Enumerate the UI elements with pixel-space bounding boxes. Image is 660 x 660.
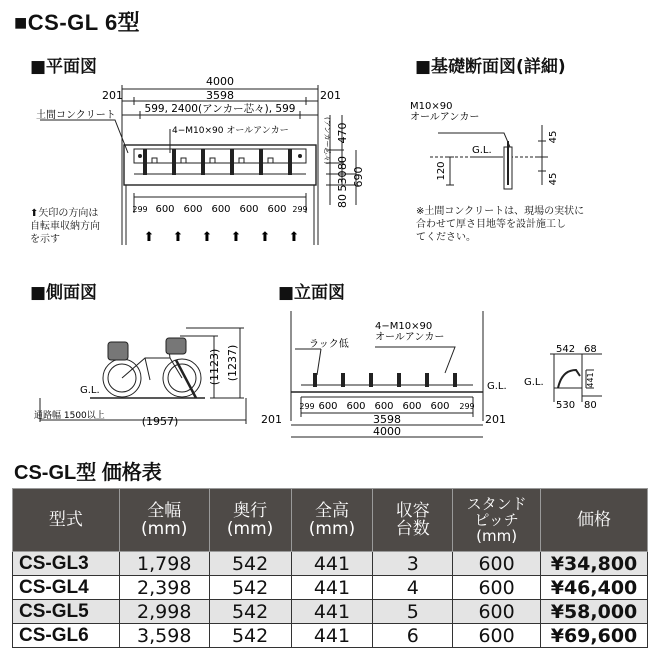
table-cell: ¥46,400: [541, 576, 648, 600]
plan-pitch-label: 600: [267, 204, 287, 215]
elevation-pitch-label: 600: [318, 401, 338, 412]
small-side-530: 530: [556, 400, 576, 411]
elevation-inner-width: 3598: [373, 413, 401, 426]
elevation-pitch-label: 600: [430, 401, 450, 412]
plan-pitch-label: 299: [132, 205, 148, 214]
arrow-up-icon: ⬆: [143, 230, 155, 245]
plan-heading: ■平面図: [30, 57, 98, 77]
table-cell: 600: [453, 552, 541, 576]
small-side-68: 68: [584, 344, 597, 355]
table-row: [13, 624, 648, 648]
rack-low-label: ラック低: [309, 339, 349, 350]
elevation-pitch-label: 600: [374, 401, 394, 412]
table-cell: 5: [373, 600, 453, 624]
concrete-label: 土間コンクリート: [36, 110, 116, 121]
table-cell: 441: [291, 576, 373, 600]
arrow-up-icon: ⬆: [259, 230, 271, 245]
table-cell: CS-GL3: [13, 552, 120, 576]
side-view-heading: ■側面図: [30, 283, 98, 303]
side-length: (1957): [141, 415, 179, 428]
column-header: 価格: [541, 489, 648, 552]
column-header: 奥行 (mm): [209, 489, 291, 552]
side-gl: G.L.: [80, 385, 100, 396]
table-row: [13, 552, 648, 576]
table-row: [13, 576, 648, 600]
price-table-title: CS-GL型 価格表: [14, 462, 162, 484]
table-cell: 6: [373, 624, 453, 648]
foundation-drawing: [410, 95, 610, 205]
table-cell: 3,598: [119, 624, 209, 648]
column-header: 全幅 (mm): [119, 489, 209, 552]
dim-45a: 45: [548, 130, 559, 144]
elevation-heading: ■立面図: [278, 283, 346, 303]
dim-470: 470: [336, 122, 349, 144]
table-cell: 441: [291, 600, 373, 624]
small-side-441: 441: [586, 372, 595, 388]
elevation-pitch-label: 600: [402, 401, 422, 412]
price-table-header-row: [13, 489, 648, 552]
table-cell: ¥58,000: [541, 600, 648, 624]
side-view-drawing: [0, 320, 260, 435]
plan-anchor-span: 599, 2400(アンカー芯々), 599: [144, 103, 296, 115]
foundation-heading: ■基礎断面図(詳細): [415, 57, 566, 77]
column-header: 収容 台数: [373, 489, 453, 552]
elevation-gl: G.L.: [487, 381, 507, 392]
table-row: [13, 600, 648, 624]
plan-pitch-label: 600: [211, 204, 231, 215]
table-cell: 2,998: [119, 600, 209, 624]
arrow-up-icon: ⬆: [201, 230, 213, 245]
side-height-2: (1237): [226, 344, 239, 382]
elevation-pitch-label: 299: [299, 402, 315, 411]
price-table: [12, 488, 648, 648]
table-cell: 600: [453, 624, 541, 648]
column-header: 全高 (mm): [291, 489, 373, 552]
arrow-note-icon: ⬆: [30, 208, 39, 219]
table-cell: 542: [209, 552, 291, 576]
plan-pitch-label: 600: [155, 204, 175, 215]
foundation-gl: G.L.: [472, 145, 492, 156]
table-cell: 542: [209, 624, 291, 648]
side-height-1: (1123): [208, 348, 221, 386]
table-cell: ¥69,600: [541, 624, 648, 648]
small-side-80: 80: [584, 400, 597, 411]
small-side-gl: G.L.: [524, 377, 544, 388]
table-cell: 542: [209, 600, 291, 624]
elevation-right-201: 201: [485, 413, 506, 426]
elevation-anchor-label: 4−M10×90 オールアンカー: [375, 321, 445, 343]
elevation-left-201: 201: [261, 413, 282, 426]
dim-120: 120: [436, 161, 447, 181]
table-cell: 441: [291, 624, 373, 648]
table-cell: 542: [209, 576, 291, 600]
plan-inner-width: 3598: [206, 89, 234, 102]
table-cell: 3: [373, 552, 453, 576]
dim-530: 530: [336, 170, 349, 192]
elevation-pitch-label: 299: [459, 402, 475, 411]
table-cell: CS-GL5: [13, 600, 120, 624]
table-cell: 2,398: [119, 576, 209, 600]
plan-pitch-label: 600: [239, 204, 259, 215]
elevation-total-width: 4000: [373, 425, 401, 438]
table-cell: 1,798: [119, 552, 209, 576]
small-side-542: 542: [556, 344, 576, 355]
foundation-note: ※土間コンクリートは、現場の実状に 合わせて厚さ目地等を設計施工し てください。: [416, 206, 585, 243]
table-cell: 600: [453, 576, 541, 600]
plan-total-width: 4000: [206, 75, 234, 88]
plan-anchor-label: 4−M10×90 オールアンカー: [172, 126, 289, 136]
table-cell: 441: [291, 552, 373, 576]
page-title: ■CS-GL 6型: [14, 10, 141, 35]
arrow-up-icon: ⬆: [172, 230, 184, 245]
arrow-up-icon: ⬆: [288, 230, 300, 245]
anchor-core-label: (アンカー芯々): [323, 117, 331, 165]
elevation-pitch-label: 600: [346, 401, 366, 412]
plan-left-201: 201: [102, 89, 123, 102]
passage-width: 通路幅 1500以上: [34, 411, 105, 421]
table-cell: 4: [373, 576, 453, 600]
arrow-up-icon: ⬆: [230, 230, 242, 245]
column-header: 型式: [13, 489, 120, 552]
small-side-drawing: [522, 340, 642, 415]
plan-right-201: 201: [320, 89, 341, 102]
column-header: スタンド ピッチ (mm): [453, 489, 541, 552]
dim-45b: 45: [548, 172, 559, 186]
table-cell: 600: [453, 600, 541, 624]
elevation-drawing: [255, 305, 525, 445]
dim-80b: 80: [336, 194, 349, 208]
plan-pitch-label: 299: [292, 205, 308, 214]
table-cell: ¥34,800: [541, 552, 648, 576]
dim-80a: 80: [336, 156, 349, 170]
table-cell: CS-GL4: [13, 576, 120, 600]
arrow-direction-note: ⬆矢印の方向は 自転車収納方向 を示す: [30, 208, 100, 245]
table-cell: CS-GL6: [13, 624, 120, 648]
plan-pitch-label: 600: [183, 204, 203, 215]
bolt-label: M10×90 オールアンカー: [410, 101, 480, 123]
dim-690: 690: [352, 166, 365, 188]
